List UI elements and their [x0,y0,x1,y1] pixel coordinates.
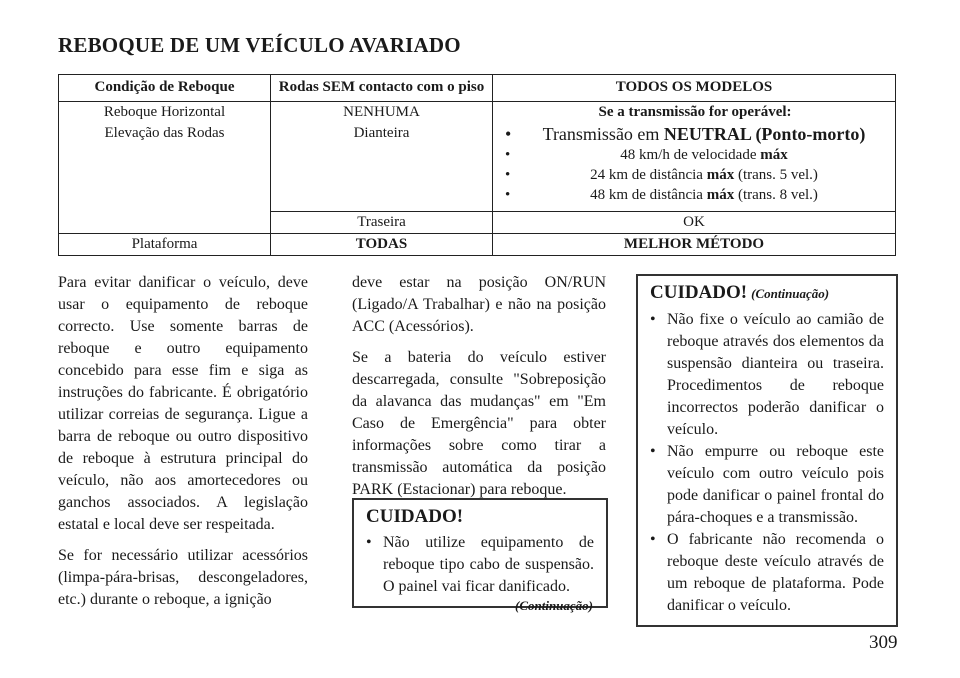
row2-condition: Elevação das Rodas [59,123,271,234]
caution-list [366,532,594,598]
page-number: 309 [869,632,898,653]
table-row [59,234,896,256]
caution-heading: CUIDADO! [366,506,464,527]
paragraph: deve estar na posição ON/RUN (Ligado/A Trabalhar) e não na posição ACC (Acessórios). [352,274,606,335]
caution-subheading: (Continuação) [751,286,830,301]
row4-wheels: TODAS [271,234,493,256]
row2-wheels: Dianteira [271,123,493,212]
list-item: • 48 km/h de velocidade máx [519,145,889,165]
paragraph: Para evitar danificar o veículo, deve usar o equipamento de reboque correcto. Use somente barras de reboque e outro equipamento concebido para esse fim e siga as instruções do fabricante. É obrigatório utilizar correias de segurança. Ligue a barra de reboque ou outro dispositivo de reboque à estrutura principal do veículo, não aos amortecedores ou ganchos associados. A legislação estatal e local deve ser respeitada. [58,274,308,533]
table-header-row [59,75,896,102]
caution-box-1 [352,498,608,608]
paragraph: Se a bateria do veículo estiver descarregada, consulte "Sobreposição da alavanca das mudanças" em "Em Caso de Emergência" para obter informações sobre como tirar a transmissão automática da posição PARK (Estacionar) para reboque. [352,349,606,498]
continued-label: (Continuação) [515,598,594,613]
list-item: • Não empurre ou reboque este veículo com outro veículo pois pode danificar o painel frontal do pára-choques e a transmissão. [650,441,884,529]
table-row [59,102,896,124]
row1-condition: Reboque Horizontal [59,102,271,124]
caution-box-2 [636,274,898,627]
operable-list [501,123,889,205]
row3-wheels: Traseira [271,212,493,234]
list-item: • 24 km de distância máx (trans. 5 vel.) [519,165,889,185]
list-item: • Transmissão em NEUTRAL (Ponto-morto) [519,123,889,145]
paragraph: Se for necessário utilizar acessórios (limpa-pára-brisas, descongeladores, etc.) durante o reboque, a ignição [58,547,308,608]
list-item: • 48 km de distância máx (trans. 8 vel.) [519,185,889,205]
row1-wheels: NENHUMA [271,102,493,124]
header-wheels: Rodas SEM contacto com o piso [271,75,493,102]
operable-cell [493,102,896,212]
row4-condition: Plataforma [59,234,271,256]
header-models: TODOS OS MODELOS [493,75,896,102]
caution-heading: CUIDADO! (Continuação) [650,282,830,303]
row4-models: MELHOR MÉTODO [493,234,896,256]
page-title: REBOQUE DE UM VEÍCULO AVARIADO [58,33,461,57]
row3-models: OK [493,212,896,234]
list-item: • Não fixe o veículo ao camião de reboque através dos elementos da suspensão dianteira ou traseira. Procedimentos de reboque incorrectos poderão danificar o veículo. [650,309,884,441]
list-item: • O fabricante não recomenda o reboque deste veículo através de um reboque de plataforma. Pode danificar o veículo. [650,529,884,617]
header-condition: Condição de Reboque [59,75,271,102]
text-column-2 [352,272,606,510]
caution-list [650,309,884,617]
towing-table [58,74,896,256]
list-item: • Não utilize equipamento de reboque tipo cabo de suspensão. O painel vai ficar danificado. [366,532,594,598]
text-column-1 [58,272,308,620]
operable-heading: Se a transmissão for operável: [598,104,792,120]
